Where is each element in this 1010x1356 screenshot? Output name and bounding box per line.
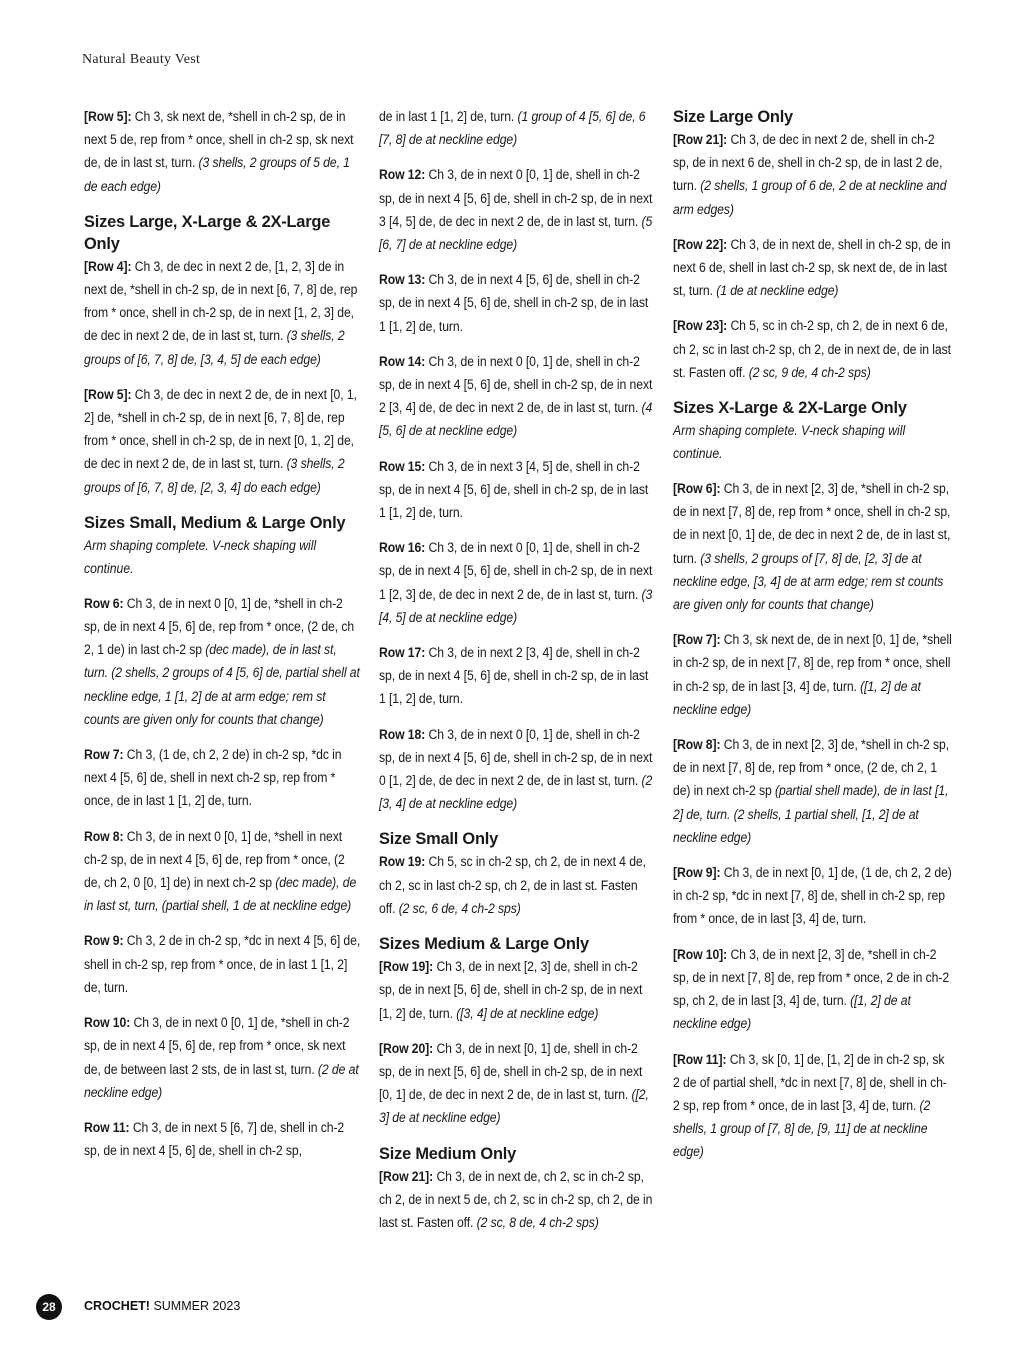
row-label: [Row 10]: [673,946,728,963]
pattern-row [673,234,952,304]
stitch-count-note: (2 de at neckline edge) [84,1061,359,1101]
row-instructions: Ch 3, de in next [2, 3] de, shell in ch-2 sp, de in next [5, 6] de, shell in ch-2 sp, de in next [1, 2] de, turn. [379,959,643,1022]
stitch-count-note: (1 de at neckline edge) [716,283,839,300]
row-instructions: Ch 3, de in next [2, 3] de, *shell in ch-2 sp, de in next [7, 8] de, rep from * once, shell in ch-2 sp, de in next [0, 1] de, de dec in next 2 de, de in last st, turn. [673,481,951,567]
section-heading: Sizes Medium & Large Only [379,935,589,954]
stitch-count-note: (2 sc, 6 de, 4 ch-2 sps) [398,900,521,917]
pattern-row [379,537,656,630]
pattern-row [84,1117,361,1163]
row-instructions: Ch 3, de dec in next 2 de, de in next [0, 1, 2] de, *shell in ch-2 sp, de in next [6, 7, 8] de, rep from * once, shell in ch-2 sp, de in next [0, 1, 2] de, de dec in next 2 de, de in last st, turn. [84,386,357,473]
stitch-count-note: (2 shells, 1 group of [7, 8] de, [9, 11] de at neckline edge) [673,1097,931,1161]
row-instructions: Ch 3, de in next [2, 3] de, *shell in ch-2 sp, de in next [7, 8] de, rep from * once, (2 de, ch 2, 1 de) in next ch-2 sp [673,737,950,800]
row-label: Row 7: [84,747,124,764]
row-label: [Row 5]: [84,109,132,125]
pattern-row [84,384,361,500]
row-instructions: Ch 3, 2 de in ch-2 sp, *dc in next 4 [5, 6] de, shell in ch-2 sp, rep from * once, de in last 1 [1, 2] de, turn. [84,933,361,996]
pattern-row [84,1012,361,1105]
shaping-note: Arm shaping complete. V-neck shaping will continue. [673,423,906,463]
row-instructions: Ch 3, de in next [2, 3] de, *shell in ch-2 sp, de in next [7, 8] de, rep from * once, 2 de in ch-2 sp, ch 2, de in last [3, 4] de, turn. [673,946,950,1010]
pattern-row [84,930,361,1000]
section-heading: Size Medium Only [379,1144,517,1163]
stitch-count-note: (2 sc, 8 de, 4 ch-2 sps) [476,1214,599,1231]
row-label: Row 8: [84,828,124,845]
row-label: Row 13: [379,272,426,289]
stitch-count-note: ([1, 2] de at neckline edge) [673,993,911,1033]
pattern-row [379,1038,656,1131]
pattern-row [84,744,361,814]
pattern-row [673,944,952,1037]
row-instructions: Ch 3, de in next de, shell in ch-2 sp, de in next 6 de, shell in last ch-2 sp, sk next de, de in last st, turn. [673,236,951,300]
section-heading: Sizes Small, Medium & Large Only [84,513,346,532]
row-instructions: Ch 5, sc in ch-2 sp, ch 2, de in next 4 de, ch 2, sc in last ch-2 sp, ch 2, de in last st. Fasten off. [379,854,646,917]
row-label: Row 16: [379,540,426,557]
pattern-row [84,106,361,199]
magazine-brand: CROCHET! [84,1299,150,1313]
pattern-row [379,269,656,339]
shaping-note: Arm shaping complete. V-neck shaping will continue. [84,537,317,577]
row-label: [Row 7]: [673,632,721,649]
row-label: Row 12: [379,167,426,184]
pattern-row [673,862,952,932]
pattern-row [84,826,361,919]
pattern-row [379,1166,656,1236]
pattern-row [379,724,656,817]
row-instructions: de in last 1 [1, 2] de, turn. [379,109,518,125]
row-label: Row 18: [379,726,426,743]
row-instructions: Ch 3, de in next 4 [5, 6] de, shell in ch-2 sp, de in next 4 [5, 6] de, shell in ch-2 sp, de in last 1 [1, 2] de, turn. [379,272,649,335]
row-label: [Row 20]: [379,1040,434,1057]
row-instructions: Ch 3, de in next 3 [4, 5] de, shell in ch-2 sp, de in next 4 [5, 6] de, shell in ch-2 sp, de in last 1 [1, 2] de, turn. [379,458,649,522]
pattern-row [673,734,952,850]
stitch-count-note: (3 shells, 2 groups of [7, 8] de, [2, 3] de at neckline edge, [3, 4] de at arm edge; rem st counts are given only for counts that change) [673,550,944,614]
row-label: [Row 21]: [379,1168,434,1185]
stitch-count-note: (3 [4, 5] de at neckline edge) [379,586,653,626]
stitch-count-note: (dec made), de in last st, turn. (2 shells, 2 groups of 4 [5, 6] de, partial shell at neckline edge, 1 [1, 2] de at arm edge; rem st counts are given only for counts that change) [84,642,360,728]
row-instructions: Ch 3, de in next 0 [0, 1] de, *shell in next ch-2 sp, de in next 4 [5, 6] de, rep from * once, (2 de, ch 2, 0 [0, 1] de) in next ch-2 sp [84,828,345,892]
row-instructions: Ch 3, de dec in next 2 de, shell in ch-2 sp, de in next 6 de, shell in ch-2 sp, de in last 2 de, turn. [673,132,943,195]
stitch-count-note: (partial shell made), de in last [1, 2] de, turn. (2 shells, 1 partial shell, [1, 2] de at neckline edge) [673,783,949,846]
stitch-count-note: (3 shells, 2 groups of 5 de, 1 de each edge) [84,155,350,195]
row-instructions: Ch 3, sk [0, 1] de, [1, 2] de in ch-2 sp, sk 2 de of partial shell, *dc in next [7, 8] de, shell in ch-2 sp, rep from * once, de in last [3, 4] de, turn. [673,1051,947,1114]
row-instructions: Ch 3, (1 de, ch 2, 2 de) in ch-2 sp, *dc in next 4 [5, 6] de, shell in next ch-2 sp, rep from * once, de in last 1 [1, 2] de, turn. [84,747,342,810]
row-instructions: Ch 3, de in next 0 [0, 1] de, shell in ch-2 sp, de in next 4 [5, 6] de, shell in ch-2 sp, de in next 2 [3, 4] de, de dec in next 2 de, de in last st, turn. [379,353,653,417]
stitch-count-note: ([3, 4] de at neckline edge) [456,1005,599,1022]
stitch-count-note: (2 [3, 4] de at neckline edge) [379,773,653,813]
pattern-row [379,351,656,444]
pattern-row [379,164,656,257]
row-label: Row 17: [379,645,426,662]
row-label: [Row 22]: [673,236,728,253]
row-instructions: Ch 3, de in next 0 [0, 1] de, *shell in ch-2 sp, de in next 4 [5, 6] de, rep from * once, (2 de, ch 2, 1 de) in last ch-2 sp [84,595,355,659]
row-label: [Row 5]: [84,386,132,403]
row-label: [Row 9]: [673,865,721,882]
column-3 [673,106,953,1177]
stitch-count-note: (1 group of 4 [5, 6] de, 6 [7, 8] de at neckline edge) [379,109,646,149]
pattern-row [379,456,656,526]
row-label: [Row 11]: [673,1051,727,1068]
pattern-row [379,956,656,1026]
pattern-row [84,256,361,372]
stitch-count-note: (3 shells, 2 groups of [6, 7, 8] de, [2, 3, 4] do each edge) [84,456,345,496]
pattern-row [673,629,952,722]
row-instructions: Ch 3, de in next 0 [0, 1] de, shell in ch-2 sp, de in next 4 [5, 6] de, shell in ch-2 sp, de in next 3 [4, 5] de, de dec in next 2 de, de in last st, turn. [379,167,653,230]
pattern-row [673,1049,952,1165]
row-label: Row 19: [379,854,426,871]
pattern-row [673,129,952,222]
column-2 [379,106,657,1247]
row-label: [Row 19]: [379,959,434,976]
stitch-count-note: (3 shells, 2 groups of [6, 7, 8] de, [3, 4, 5] de each edge) [84,328,345,368]
stitch-count-note: (2 shells, 1 group of 6 de, 2 de at neckline and arm edges) [673,178,947,218]
row-instructions: Ch 3, de in next 2 [3, 4] de, shell in ch-2 sp, de in next 4 [5, 6] de, shell in ch-2 sp, de in last 1 [1, 2] de, turn. [379,645,649,708]
stitch-count-note: ([1, 2] de at neckline edge) [673,678,921,718]
row-label: Row 11: [84,1119,130,1136]
row-label: Row 10: [84,1015,131,1032]
section-heading: Size Large Only [673,108,793,126]
stitch-count-note: ([2, 3] de at neckline edge) [379,1087,649,1127]
section-heading: Size Small Only [379,830,499,849]
row-instructions: Ch 3, sk next de, *shell in ch-2 sp, de in next 5 de, rep from * once, shell in ch-2 sp, sk next de, de in last st, turn. [84,109,354,172]
pattern-row [84,593,361,732]
row-instructions: Ch 3, de in next 0 [0, 1] de, shell in ch-2 sp, de in next 4 [5, 6] de, shell in ch-2 sp, de in next 1 [2, 3] de, de dec in next 2 de, de in last st, turn. [379,540,653,603]
row-label: Row 9: [84,933,124,950]
magazine-issue: SUMMER 2023 [149,1299,241,1313]
row-label: Row 6: [84,595,124,612]
section-heading: Sizes Large, X-Large & 2X-Large Only [84,212,331,253]
stitch-count-note: (2 sc, 9 de, 4 ch-2 sps) [748,364,871,381]
row-label: [Row 4]: [84,258,132,275]
column-1 [84,106,362,1175]
row-label: [Row 23]: [673,318,728,335]
row-instructions: Ch 3, de in next 5 [6, 7] de, shell in ch-2 sp, de in next 4 [5, 6] de, shell in ch-2 sp, [84,1119,345,1160]
row-label: [Row 21]: [673,132,728,148]
stitch-count-note: (4 [5, 6] de at neckline edge) [379,400,653,440]
row-instructions: Ch 5, sc in ch-2 sp, ch 2, de in next 6 de, ch 2, sc in last ch-2 sp, ch 2, de in next de, de in last st. Fasten off. [673,318,951,381]
row-instructions: Ch 3, de in next de, ch 2, sc in ch-2 sp, ch 2, de in next 5 de, ch 2, sc in ch-2 sp, ch 2, de in last st. Fasten off. [379,1168,653,1231]
page-number: 28 [36,1294,62,1320]
row-label: [Row 6]: [673,481,721,498]
row-label: Row 14: [379,353,426,370]
stitch-count-note: (5 [6, 7] de at neckline edge) [379,213,653,254]
row-instructions: Ch 3, de in next [0, 1] de, (1 de, ch 2, 2 de) in ch-2 sp, *dc in next [7, 8] de, shell in ch-2 sp, rep from * once, de in last [3, 4] de, turn. [673,865,952,928]
pattern-row [379,106,656,152]
row-label: Row 15: [379,458,426,475]
stitch-count-note: (dec made), de in last st, turn, (partial shell, 1 de at neckline edge) [84,875,357,915]
row-instructions: Ch 3, de dec in next 2 de, [1, 2, 3] de in next de, *shell in ch-2 sp, de in next [6, 7, 8] de, rep from * once, shell in ch-2 sp, de in next [1, 2, 3] de, de dec in next 2 de, de in last st, turn. [84,258,358,345]
pattern-row [673,315,952,385]
footer-line [84,1299,240,1313]
pattern-row [379,642,656,712]
pattern-row [673,478,952,617]
row-instructions: Ch 3, de in next 0 [0, 1] de, *shell in ch-2 sp, de in next 4 [5, 6] de, rep from * once, sk next de, de between last 2 sts, de in last st, turn. [84,1015,350,1078]
row-instructions: Ch 3, de in next 0 [0, 1] de, shell in ch-2 sp, de in next 4 [5, 6] de, shell in ch-2 sp, de in next 0 [1, 2] de, de dec in next 2 de, de in last st, turn. [379,726,653,790]
row-label: [Row 8]: [673,737,721,754]
pattern-row [379,851,656,921]
row-instructions: Ch 3, de in next [0, 1] de, shell in ch-2 sp, de in next [5, 6] de, shell in ch-2 sp, de in next [0, 1] de, de dec in next 2 de, de in last st, turn. [379,1040,643,1104]
running-title: Natural Beauty Vest [82,52,201,67]
section-heading: Sizes X-Large & 2X-Large Only [673,399,907,418]
row-instructions: Ch 3, sk next de, de in next [0, 1] de, *shell in ch-2 sp, de in next [7, 8] de, rep from * once, shell in ch-2 sp, de in last [3, 4] de, turn. [673,632,952,695]
